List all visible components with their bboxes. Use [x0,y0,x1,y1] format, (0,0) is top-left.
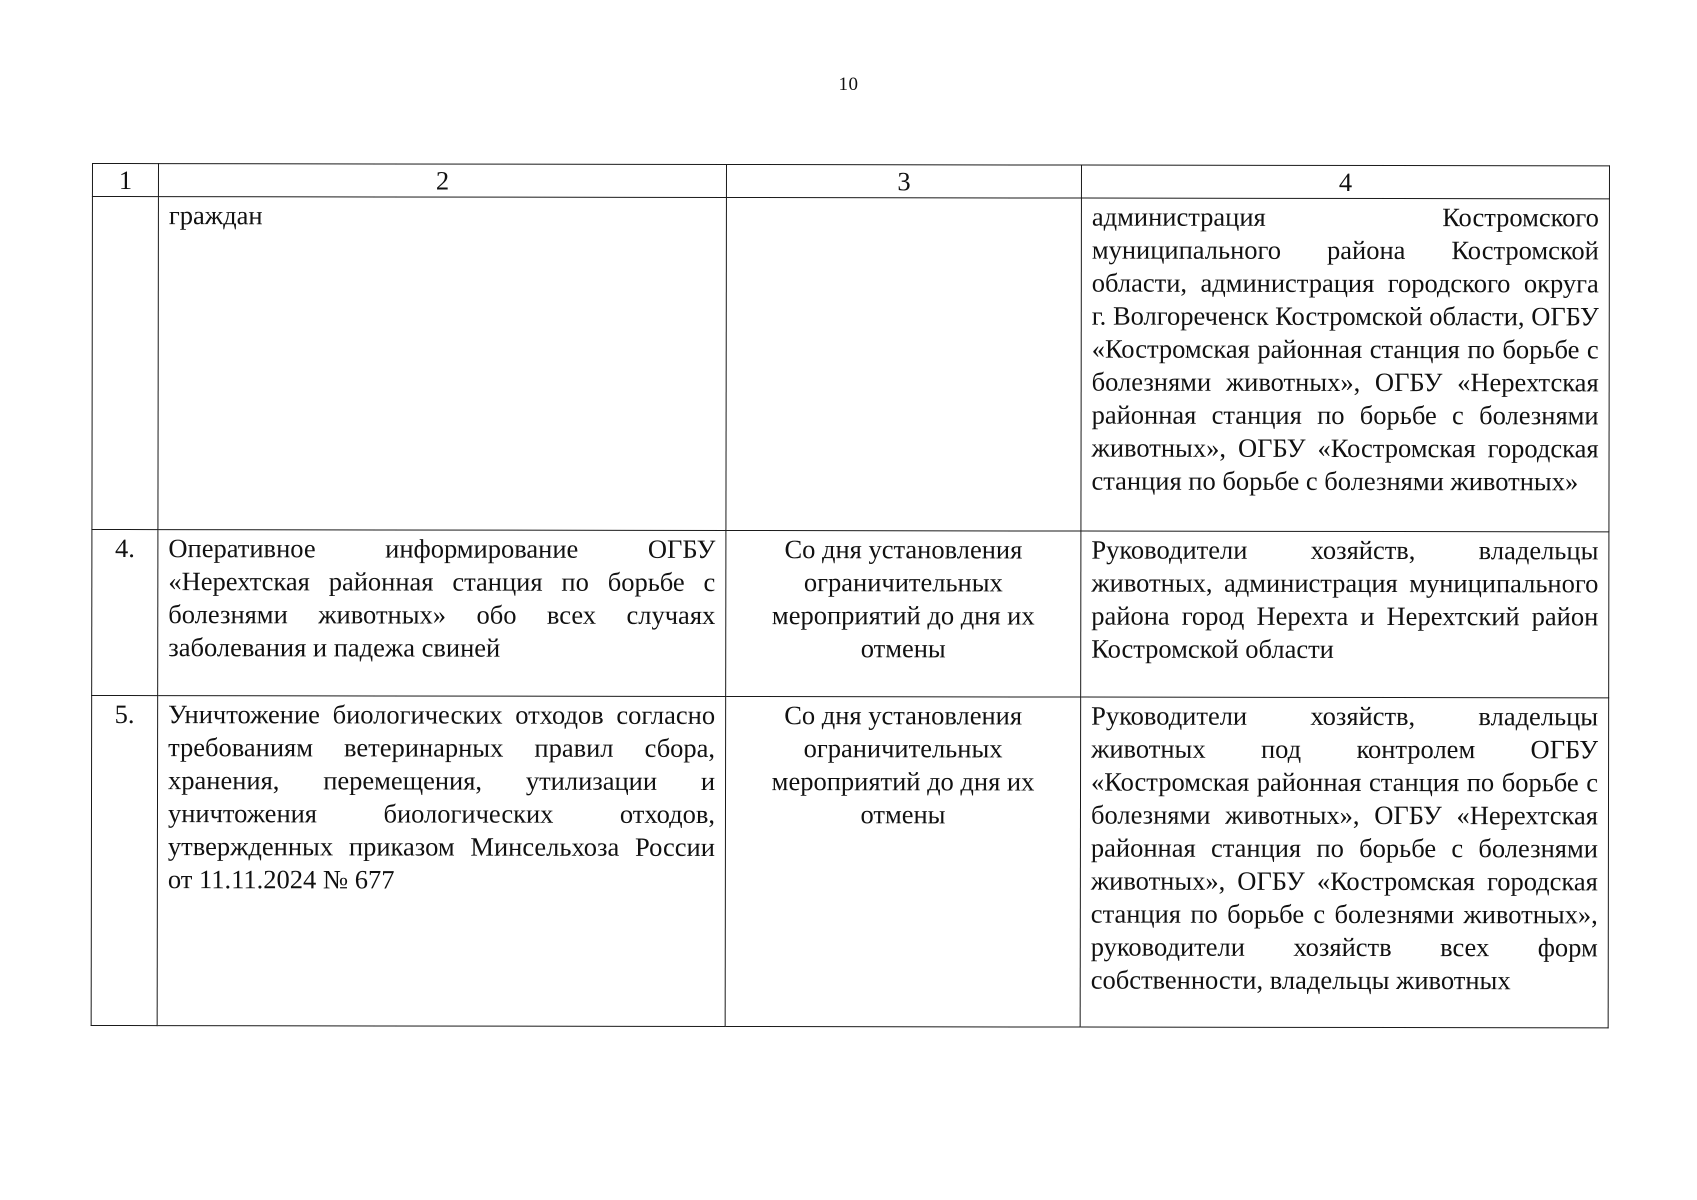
row-number: 5. [91,696,158,1026]
executors-cell: администрация Костромского муниципального района Костромской области, администрация городского округа г. Волгореченск Костромской области, ОГБУ «Костромская районная станция по борьбе с болезнями животных», ОГБУ «Нерехтская районная станция по борьбе с болезнями животных», ОГБУ «Костромская городская станция по борьбе с болезнями животных» [1081,198,1610,532]
row-number: 4. [92,530,158,696]
column-header-3: 3 [726,164,1081,198]
measures-table [91,163,1610,1028]
period-cell: Со дня установления ограничительных мероприятий до дня их отмены [725,696,1081,1027]
column-header-1: 1 [92,164,158,197]
table-row [92,530,1609,698]
column-header-2: 2 [158,164,726,198]
executors-cell: Руководители хозяйств, владельцы животных, администрация муниципального района город Нерехта и Нерехтский район Костромской области [1081,531,1609,698]
period-cell [726,197,1082,531]
page-number: 10 [838,74,859,95]
measure-cell: Уничтожение биологических отходов согласно требованиям ветеринарных правил сбора, хранения, перемещения, утилизации и уничтожения биологических отходов, утвержденных приказом Минсельхоза России от 11.11.2024 № 677 [157,696,726,1027]
table-row [91,696,1609,1028]
executors-cell: Руководители хозяйств, владельцы животных под контролем ОГБУ «Костромская районная станция по борьбе с болезнями животных», ОГБУ «Нерехтская районная станция по борьбе с болезнями животных», ОГБУ «Костромская городская станция по борьбе с болезнями животных», руководители хозяйств всех форм собственности, владельцы животных [1080,697,1609,1028]
row-number [92,197,159,530]
table-header-row [92,164,1609,199]
measure-cell: Оперативное информирование ОГБУ «Нерехтская районная станция по борьбе с болезнями животных» обо всех случаях заболевания и падежа свиней [158,530,726,697]
measure-cell: граждан [158,197,727,531]
column-header-4: 4 [1081,165,1609,199]
period-cell: Со дня установления ограничительных мероприятий до дня их отмены [726,530,1081,697]
table-row [92,197,1610,532]
